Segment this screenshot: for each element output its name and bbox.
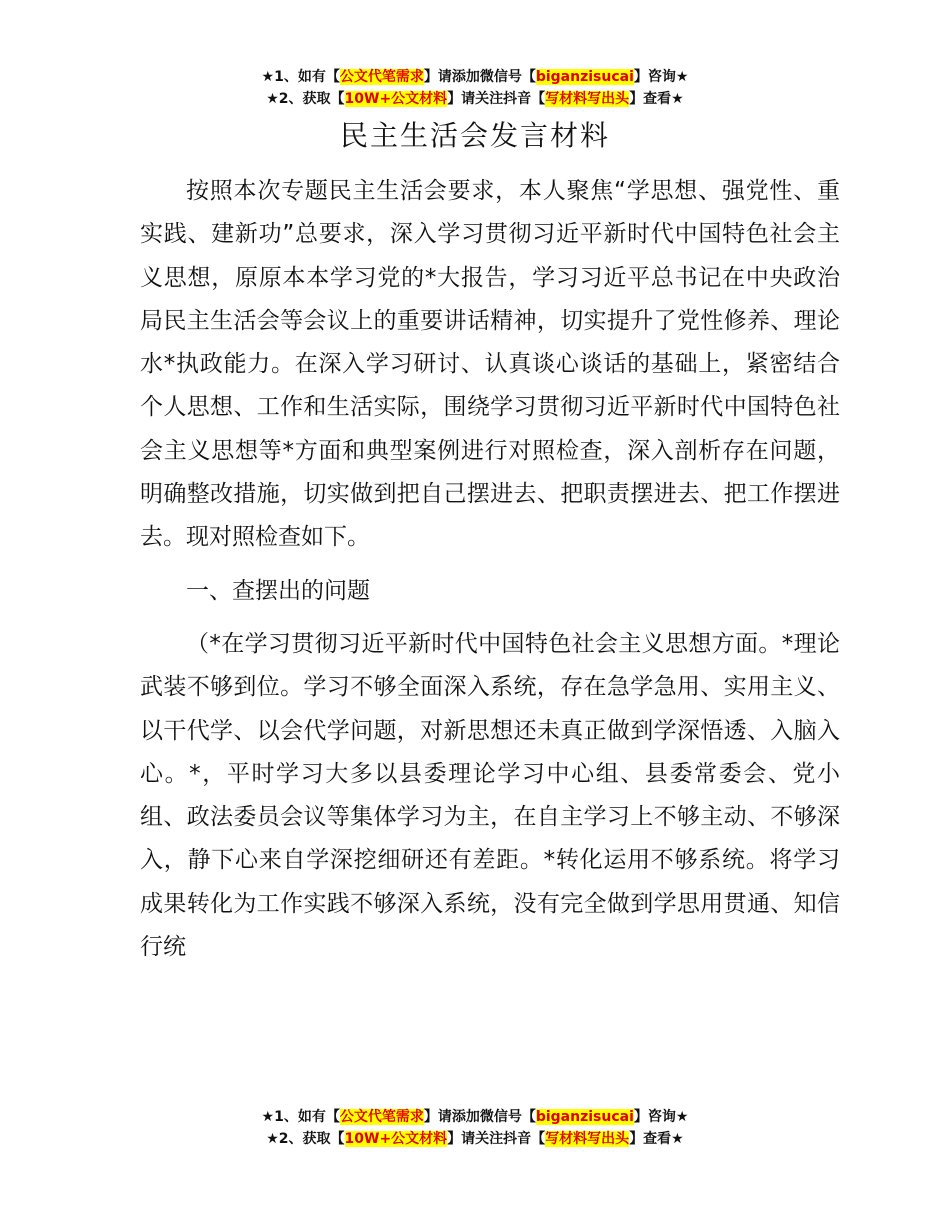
- document-body: [140, 170, 840, 969]
- banner-line-1: [0, 1106, 950, 1128]
- banner-line-1: [0, 66, 950, 88]
- banner-text: 】查看★: [629, 1131, 684, 1147]
- header-banner: [0, 66, 950, 110]
- banner-text: 】请添加微信号【: [423, 69, 536, 85]
- banner-text: 】请关注抖音【: [447, 91, 546, 107]
- section-heading: 一、查摆出的问题: [186, 577, 370, 604]
- banner-text: ★1、如有【: [261, 69, 340, 85]
- document-title: 民主生活会发言材料: [339, 119, 610, 152]
- banner-text: ★1、如有【: [261, 1109, 340, 1125]
- banner-line-2: [0, 88, 950, 110]
- banner-text: 】请添加微信号【: [423, 1109, 536, 1125]
- banner-text: 】咨询★: [633, 69, 689, 85]
- banner-highlight: 公文代笔需求: [339, 69, 424, 85]
- banner-text: ★2、获取【: [266, 1131, 345, 1147]
- footer-banner: [0, 1106, 950, 1150]
- paragraph-intro: 按照本次专题民主生活会要求，本人聚焦“学思想、强党性、重实践、建新功”总要求，深入学习贯彻习近平新时代中国特色社会主义思想，原原本本学习党的*大报告，学习习近平总书记在中央政治局民主生活会等会议上的重要讲话精神，切实提升了党性修养、理论水*执政能力。在深入学习研讨、认真谈心谈话的基础上，紧密结合个人思想、工作和生活实际，围绕学习贯彻习近平新时代中国特色社会主义思想等*方面和典型案例进行对照检查，深入剖析存在问题，明确整改措施，切实做到把自己摆进去、把职责摆进去、把工作摆进去。现对照检查如下。: [140, 178, 840, 551]
- banner-text: 】查看★: [629, 91, 684, 107]
- banner-highlight: 公文代笔需求: [339, 1109, 424, 1125]
- banner-text: 】咨询★: [633, 1109, 689, 1125]
- banner-line-2: [0, 1128, 950, 1150]
- banner-highlight: 写材料写出头: [545, 91, 630, 107]
- banner-highlight: 写材料写出头: [545, 1131, 630, 1147]
- banner-highlight: 10W+公文材料: [344, 1131, 448, 1147]
- banner-highlight: biganzisucai: [535, 1109, 634, 1125]
- banner-highlight: 10W+公文材料: [344, 91, 448, 107]
- banner-text: 】请关注抖音【: [447, 1131, 546, 1147]
- banner-text: ★2、获取【: [266, 91, 345, 107]
- banner-highlight: biganzisucai: [535, 69, 634, 85]
- paragraph-problems: （*在学习贯彻习近平新时代中国特色社会主义思想方面。*理论武装不够到位。学习不够全面深入系统，存在急学急用、实用主义、以干代学、以会代学问题，对新思想还未真正做到学深悟透、入脑入心。*，平时学习大多以县委理论学习中心组、县委常委会、党小组、政法委员会议等集体学习为主，在自主学习上不够主动、不够深入，静下心来自学深挖细研还有差距。*转化运用不够系统。将学习成果转化为工作实践不够深入系统，没有完全做到学思用贯通、知信行统: [140, 630, 840, 961]
